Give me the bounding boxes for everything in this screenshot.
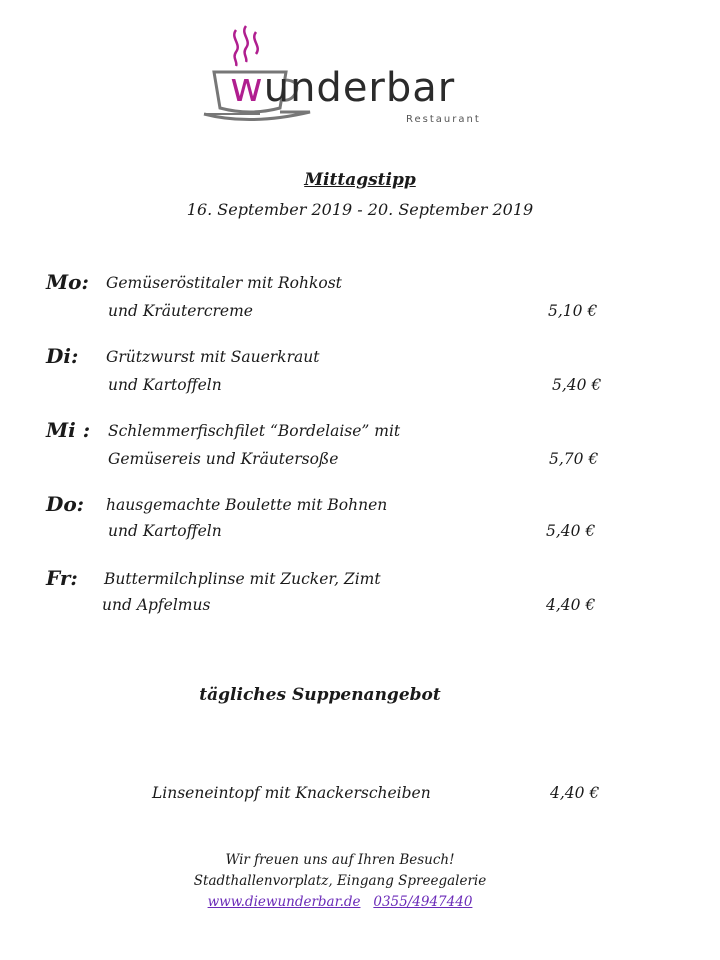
footer-contact [0,894,680,910]
dish-line1-di: Grützwurst mit Sauerkraut [106,348,320,366]
day-label-do: Do: [46,492,85,516]
dish-price-di: 5,40 € [552,376,602,394]
menu-title: Mittagstipp [304,170,416,190]
dish-line2-fr: und Apfelmus [102,596,211,614]
phone-link[interactable]: 0355/4947440 [373,894,473,910]
dish-price-mo: 5,10 € [548,302,598,320]
restaurant-logo [200,22,520,132]
dish-price-mi: 5,70 € [549,450,599,468]
dish-line2-di: und Kartoffeln [108,376,222,394]
dish-line2-do: und Kartoffeln [108,522,222,540]
dish-line2-mo: und Kräutercreme [108,302,253,320]
day-label-mi: Mi : [46,418,91,442]
day-label-di: Di: [46,344,79,368]
menu-dates: 16. September 2019 - 20. September 2019 [186,200,534,219]
dish-price-do: 5,40 € [546,522,596,540]
logo-subtitle: Restaurant [406,114,481,125]
day-label-fr: Fr: [46,566,78,590]
dish-price-fr: 4,40 € [546,596,596,614]
soup-price: 4,40 € [550,784,600,802]
logo-wordmark-accent: w [230,65,264,111]
footer-address: Stadthallenvorplatz, Eingang Spreegalerie [193,873,487,889]
logo-wordmark-rest: underbar [263,65,456,111]
dish-line1-mi: Schlemmerfischfilet “Bordelaise” mit [108,422,401,440]
logo-wordmark [230,65,456,111]
dish-line1-fr: Buttermilchplinse mit Zucker, Zimt [104,570,381,588]
dish-line1-do: hausgemachte Boulette mit Bohnen [106,496,388,514]
soup-item: Linseneintopf mit Knackerscheiben [152,784,431,802]
dish-line2-mi: Gemüsereis und Kräutersoße [108,450,339,468]
day-label-mo: Mo: [46,270,89,294]
dish-line1-mo: Gemüseröstitaler mit Rohkost [106,274,342,292]
soup-section-title: tägliches Suppenangebot [199,685,441,705]
footer-greeting: Wir freuen uns auf Ihren Besuch! [225,852,455,868]
website-link[interactable]: www.diewunderbar.de [207,894,361,910]
